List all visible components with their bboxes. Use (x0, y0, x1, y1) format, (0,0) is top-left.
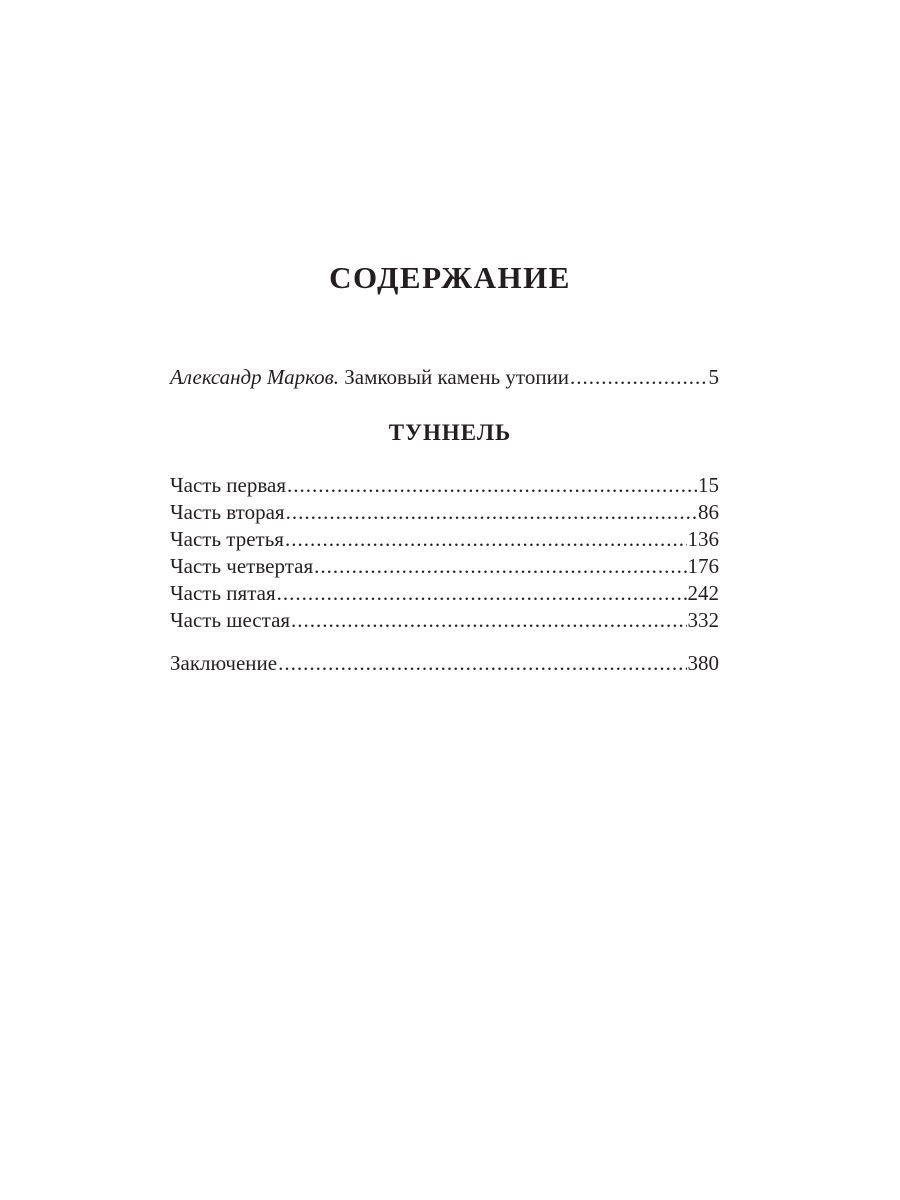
toc-entry-label: Часть первая (170, 473, 286, 497)
toc-closing (170, 650, 719, 677)
toc-intro (170, 364, 719, 391)
toc-entry-label (170, 364, 569, 391)
toc-entry-part (170, 526, 719, 553)
dot-leader (285, 526, 687, 553)
toc-entry-label: Часть четвертая (170, 554, 314, 578)
toc-entry-label: Часть пятая (170, 581, 276, 605)
toc-entry-page: 242 (687, 581, 719, 605)
dot-leader (277, 580, 687, 607)
toc-entry-page: 380 (687, 651, 719, 675)
toc-entry-label: Часть третья (170, 527, 284, 551)
toc-entry-conclusion (170, 650, 719, 677)
toc-entry-title: Замковый камень утопии (339, 365, 570, 389)
toc-entry-page: 332 (687, 608, 719, 632)
toc-entry-page: 86 (698, 500, 719, 524)
toc-entry-label: Часть шестая (170, 608, 291, 632)
toc-parts (170, 472, 719, 634)
section-heading: ТУННЕЛЬ (388, 420, 512, 445)
dot-leader (570, 364, 707, 391)
toc-entry-page: 5 (708, 365, 719, 389)
toc-entry-label: Заключение (170, 651, 278, 675)
dot-leader (278, 650, 686, 677)
toc-entry-author: Александр Марков. (170, 365, 340, 389)
contents-title: СОДЕРЖАНИЕ (329, 260, 571, 295)
dot-leader (287, 472, 697, 499)
toc-entry-page: 176 (687, 554, 719, 578)
dot-leader (314, 553, 686, 580)
toc-entry-part (170, 607, 719, 634)
toc-entry-page: 136 (687, 527, 719, 551)
toc-entry-foreword (170, 364, 719, 391)
dot-leader (286, 499, 697, 526)
toc-entry-label: Часть вторая (170, 500, 285, 524)
toc-entry-part (170, 499, 719, 526)
toc-entry-page: 15 (698, 473, 719, 497)
toc-entry-part (170, 472, 719, 499)
toc-entry-part (170, 553, 719, 580)
dot-leader (291, 607, 686, 634)
toc-entry-part (170, 580, 719, 607)
